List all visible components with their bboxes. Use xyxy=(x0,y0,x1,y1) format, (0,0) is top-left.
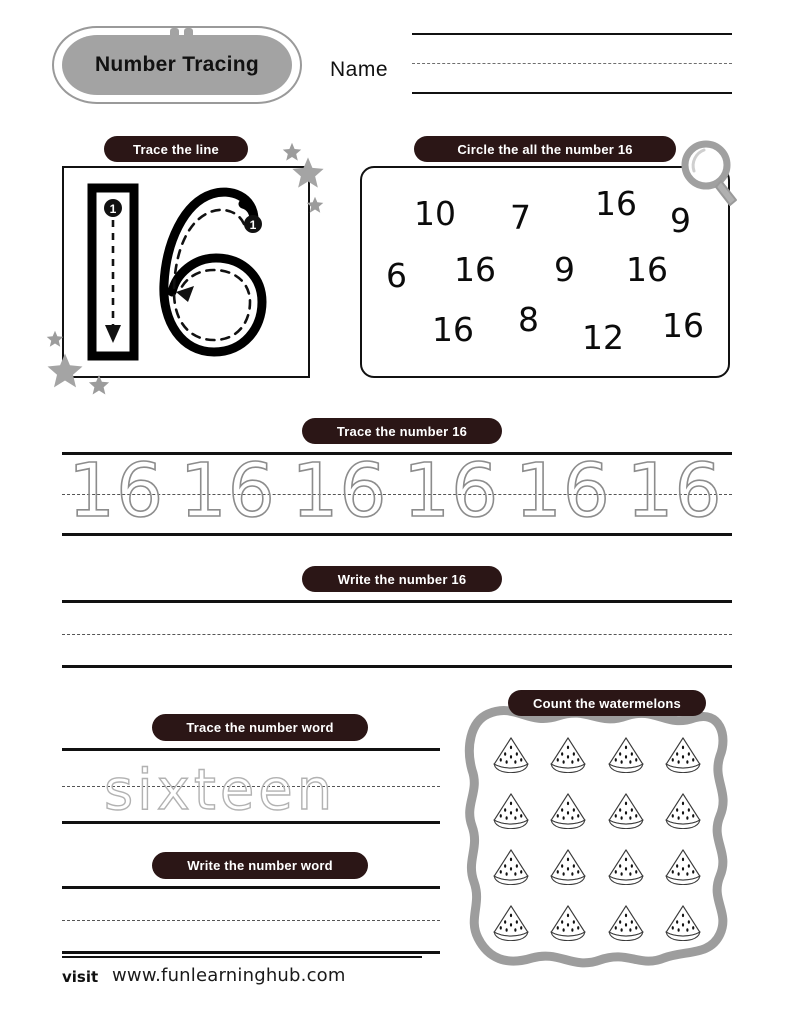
watermelon-slice-icon xyxy=(489,903,533,941)
trace-cell[interactable] xyxy=(397,448,509,536)
name-line-top xyxy=(412,33,732,35)
watermelon-slice-icon xyxy=(604,847,648,885)
footer-visit-label: visit xyxy=(62,968,99,986)
dotted-number: 16 xyxy=(626,448,723,534)
dotted-number: 16 xyxy=(291,448,388,534)
write-number-band[interactable] xyxy=(62,600,732,668)
number-item[interactable]: 9 xyxy=(554,250,575,289)
badge-trace-the-line: Trace the line xyxy=(104,136,248,162)
trace-cell[interactable] xyxy=(174,448,286,536)
number-item[interactable]: 16 xyxy=(662,306,704,345)
watermelon-slice-icon xyxy=(546,847,590,885)
number-item[interactable]: 16 xyxy=(626,250,668,289)
trace-number-row xyxy=(62,448,732,536)
band-line-bottom xyxy=(62,665,732,668)
badge-circle-the-number: Circle the all the number 16 xyxy=(414,136,676,162)
number-item[interactable]: 6 xyxy=(386,256,407,295)
title-pill xyxy=(62,35,292,95)
watermelon-slice-icon xyxy=(546,735,590,773)
watermelon-grid xyxy=(482,726,712,950)
band-line-middle xyxy=(62,634,732,635)
watermelon-slice-icon xyxy=(489,735,533,773)
band-line-bottom xyxy=(62,951,440,954)
band-line-top xyxy=(62,886,440,889)
watermelon-slice-icon xyxy=(661,791,705,829)
trace-number-band[interactable] xyxy=(62,448,732,536)
footer-url[interactable]: www.funlearninghub.com xyxy=(112,965,346,986)
svg-text:1: 1 xyxy=(249,218,257,232)
star-icon xyxy=(88,374,110,396)
page-title: Number Tracing xyxy=(94,53,260,76)
dotted-number: 16 xyxy=(68,448,165,534)
dotted-number: 16 xyxy=(403,448,500,534)
star-icon xyxy=(46,352,84,390)
band-line-middle xyxy=(62,920,440,921)
trace-cell[interactable] xyxy=(620,448,732,536)
watermelon-slice-icon xyxy=(604,791,648,829)
watermelon-slice-icon xyxy=(546,903,590,941)
trace-cell[interactable] xyxy=(509,448,621,536)
trace-cell[interactable] xyxy=(285,448,397,536)
number-item[interactable]: 9 xyxy=(670,201,691,240)
watermelon-slice-icon xyxy=(489,847,533,885)
watermelon-slice-icon xyxy=(661,903,705,941)
footer-rule xyxy=(62,956,422,958)
name-line-middle xyxy=(412,63,732,64)
number-item[interactable]: 16 xyxy=(595,184,637,223)
band-line-top xyxy=(62,600,732,603)
star-icon xyxy=(291,156,325,190)
watermelon-slice-icon xyxy=(546,791,590,829)
watermelon-slice-icon xyxy=(489,791,533,829)
number-item[interactable]: 7 xyxy=(510,198,531,237)
worksheet-title-badge xyxy=(52,26,302,104)
badge-write-the-number: Write the number 16 xyxy=(302,566,502,592)
number-grid xyxy=(360,166,730,378)
dotted-number: 16 xyxy=(514,448,611,534)
watermelon-slice-icon xyxy=(661,735,705,773)
badge-write-the-word: Write the number word xyxy=(152,852,368,879)
badge-trace-the-number: Trace the number 16 xyxy=(302,418,502,444)
magnifier-icon xyxy=(678,138,744,213)
number-item[interactable]: 12 xyxy=(582,318,624,357)
star-icon xyxy=(306,196,324,214)
watermelon-slice-icon xyxy=(604,735,648,773)
write-word-band[interactable] xyxy=(62,886,440,954)
trace-number-figure xyxy=(78,180,294,371)
star-icon xyxy=(46,330,64,348)
name-label: Name xyxy=(330,58,389,81)
dotted-number: 16 xyxy=(179,448,276,534)
number-item[interactable]: 10 xyxy=(414,194,456,233)
watermelon-slice-icon xyxy=(604,903,648,941)
number-item[interactable]: 16 xyxy=(454,250,496,289)
number-item[interactable]: 8 xyxy=(518,300,539,339)
dotted-number-word: sixteen xyxy=(104,758,337,823)
band-line-top xyxy=(62,748,440,751)
number-item[interactable]: 16 xyxy=(432,310,474,349)
trace-cell[interactable] xyxy=(62,448,174,536)
badge-count-the-watermelons: Count the watermelons xyxy=(508,690,706,716)
watermelon-slice-icon xyxy=(661,847,705,885)
name-line-bottom xyxy=(412,92,732,94)
badge-trace-the-word: Trace the number word xyxy=(152,714,368,741)
svg-text:1: 1 xyxy=(109,202,117,216)
watermelon-panel xyxy=(458,700,736,972)
